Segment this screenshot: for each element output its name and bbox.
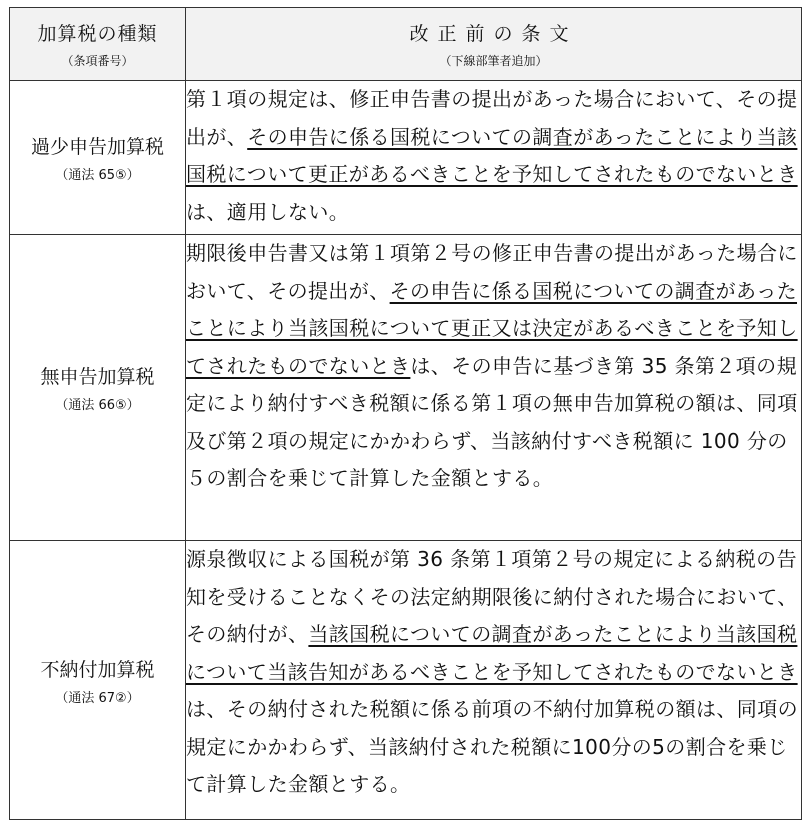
provision-text [186, 541, 801, 804]
table-row [10, 541, 802, 820]
provision-segment: 期限後申告書又は第１項第２号の修正申告書の提出があった場合において、その提出が、 [186, 241, 798, 303]
provision-segment-underlined: 当該国税についての調査があったことにより当該国税について当該告知があるべきことを予知してされたものでないとき [186, 622, 798, 684]
tax-type-cell [10, 541, 186, 820]
tax-type-name: 過少申告加算税 [30, 136, 164, 158]
tax-type-name: 不納付加算税 [40, 658, 155, 681]
header-type-subtitle: （条項番号） [61, 54, 134, 68]
provision-text [186, 81, 801, 231]
provision-segment: 第１項の規定は、修正申告書の提出があった場合において、その提出が、 [186, 87, 798, 149]
amendment-table [9, 7, 802, 820]
provision-segment: は、適用しない。 [186, 199, 350, 224]
tax-type-cell [10, 81, 186, 235]
header-text-cell [186, 8, 802, 81]
header-row [10, 8, 802, 81]
provision-segment: 源泉徴収による国税が第 36 条第１項第２号の規定による納税の告知を受けることなくその法定納期限後に納付された場合において、その納付が、 [186, 547, 798, 646]
provision-text [186, 235, 801, 498]
provision-segment-underlined: その申告に係る国税についての調査があったことにより当該国税について更正があるべきことを予知してされたものでないとき [186, 124, 798, 186]
header-text-title: 改正前の条文 [409, 23, 578, 45]
header-text-subtitle: （下線部筆者追加） [439, 54, 548, 68]
provision-text-cell [186, 541, 802, 820]
provision-text-cell [186, 81, 802, 235]
tax-type-reference: （通法 66⑤） [55, 398, 140, 413]
tax-type-reference: （通法 65⑤） [55, 168, 140, 183]
table-row [10, 81, 802, 235]
provision-segment-underlined: その申告に係る国税についての調査があったことにより当該国税について更正又は決定があるべきことを予知してされたものでないとき [186, 278, 798, 378]
tax-type-name: 無申告加算税 [40, 366, 155, 388]
provision-text-cell [186, 235, 802, 541]
header-type-title: 加算税の種類 [37, 23, 158, 45]
table-row [10, 235, 802, 541]
header-type-cell [10, 8, 186, 81]
tax-type-cell [10, 235, 186, 541]
provision-segment: は、その納付された税額に係る前項の不納付加算税の額は、同項の規定にかかわらず、当該納付された税額に100分の5の割合を乗じて計算した金額とする。 [186, 697, 798, 796]
provision-segment: は、その申告に基づき第 35 条第２項の規定により納付すべき税額に係る第１項の無申告加算税の額は、同項及び第２項の規定にかかわらず、当該納付すべき税額に 100 分の５の割合を乗じて計算した金額とする。 [186, 353, 798, 490]
tax-type-reference: （通法 67②） [55, 690, 140, 706]
